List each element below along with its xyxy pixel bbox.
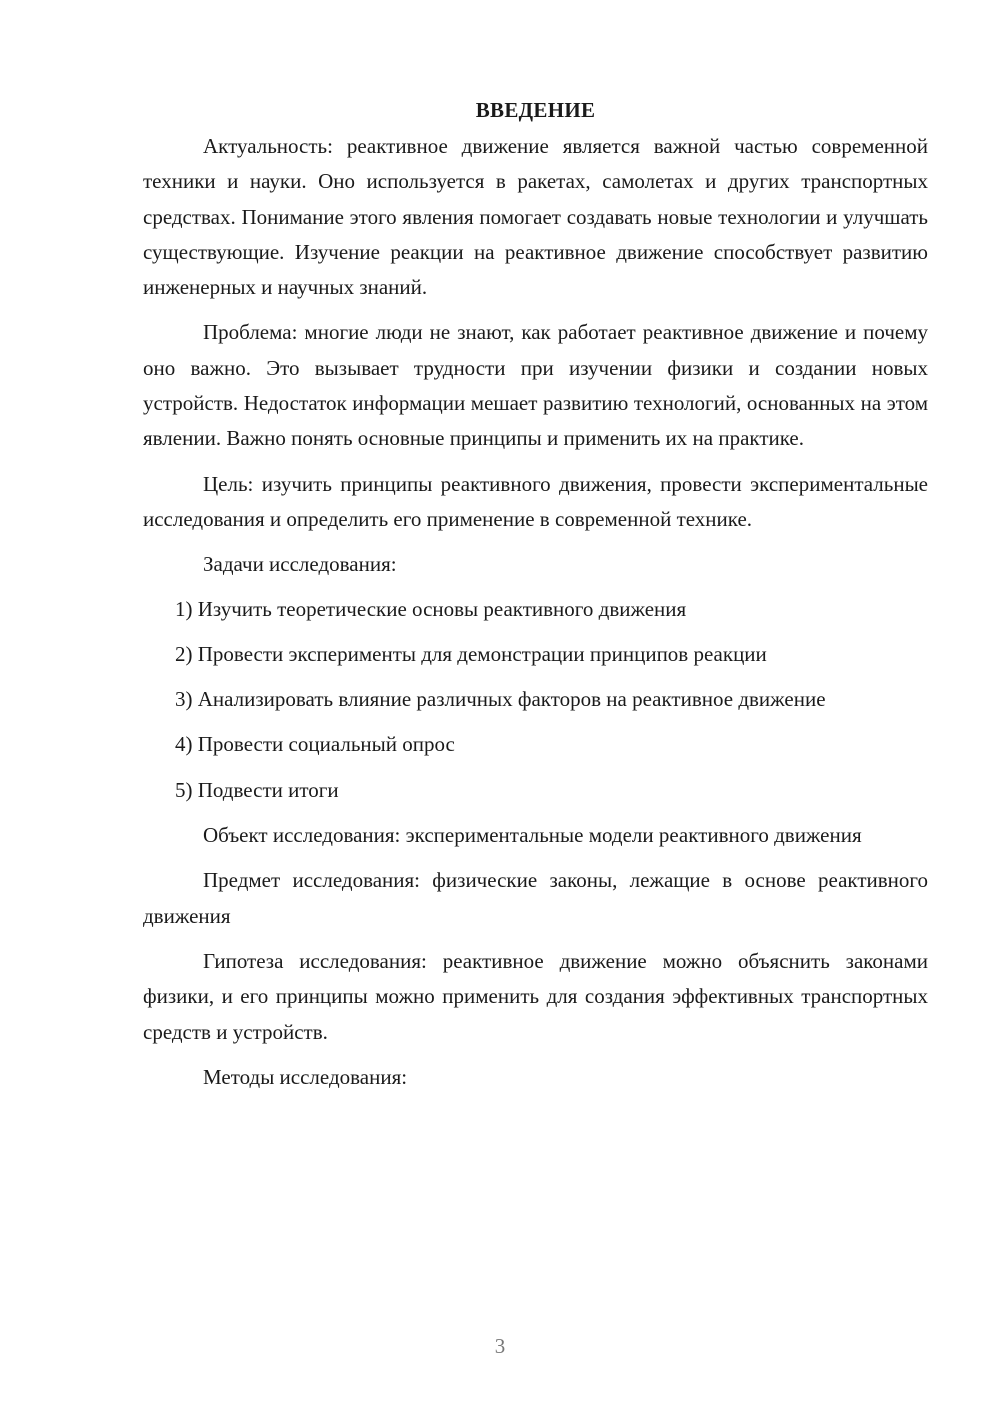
paragraph-object: Объект исследования: экспериментальные модели реактивного движения	[203, 823, 862, 848]
methods-title: Методы исследования:	[203, 1064, 408, 1089]
task-item-2: 2) Провести эксперименты для демонстрации принципов реакции	[175, 641, 767, 666]
paragraph-subject: Предмет исследования: физические законы, лежащие в основе реактивного движения	[143, 868, 928, 928]
section-heading: ВВЕДЕНИЕ	[475, 98, 596, 122]
paragraph-relevance: Актуальность: реактивное движение является важной частью современной техники и науки. Оно используется в ракетах, самолетах и других транспортных средствах. Понимание этого явления помогает создавать новые технологии и улучшать существующие. Изучение реакции на реактивное движение способствует развитию инженерных и научных знаний.	[143, 134, 928, 300]
task-item-4: 4) Провести социальный опрос	[175, 732, 455, 757]
paragraph-hypothesis: Гипотеза исследования: реактивное движение можно объяснить законами физики, и его принципы можно применить для создания эффективных транспортных средств и устройств.	[143, 948, 928, 1044]
document-page	[143, 95, 928, 1104]
page-number: 3	[494, 1334, 506, 1358]
task-item-1: 1) Изучить теоретические основы реактивного движения	[175, 596, 687, 621]
task-item-3: 3) Анализировать влияние различных факторов на реактивное движение	[175, 687, 826, 712]
paragraph-goal: Цель: изучить принципы реактивного движения, провести экспериментальные исследования и определить его применение в современной технике.	[143, 471, 928, 531]
tasks-title: Задачи исследования:	[203, 552, 397, 577]
paragraph-problem: Проблема: многие люди не знают, как работает реактивное движение и почему оно важно. Это вызывает трудности при изучении физики и создании новых устройств. Недостаток информации мешает развитию технологий, основанных на этом явлении. Важно понять основные принципы и применить их на практике.	[143, 320, 928, 451]
task-item-5: 5) Подвести итоги	[175, 777, 339, 802]
